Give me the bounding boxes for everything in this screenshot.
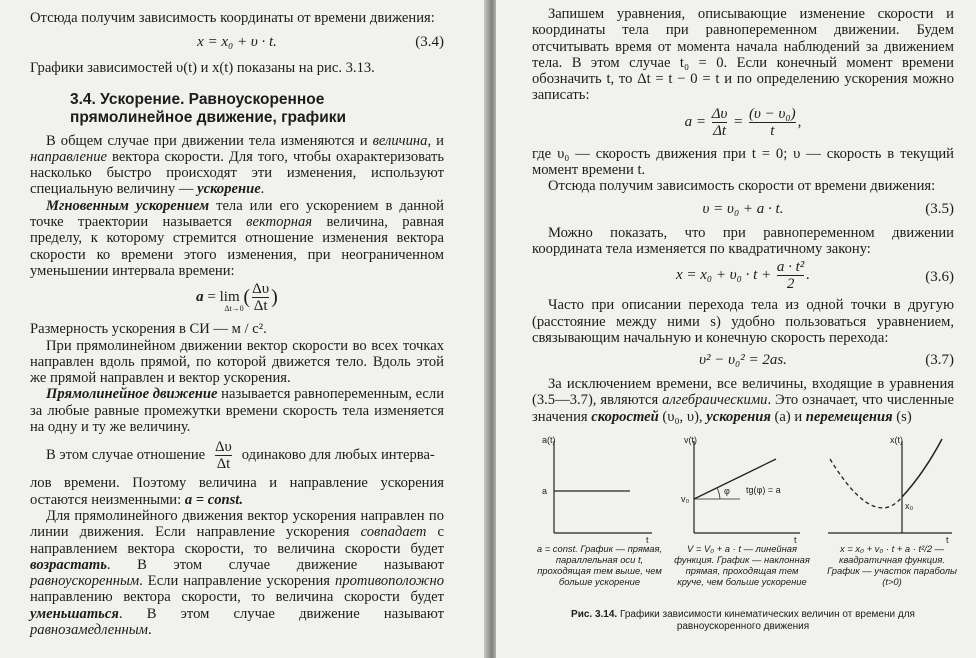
- equation-acceleration: a = $\frac{\Delta\upsilon}{\Delta t}$ = $\frac{\text{(υ − υ₀)}}{t}$ ,: [684, 105, 802, 139]
- graph3-parabola: [902, 439, 942, 497]
- equation-3-7: [532, 346, 954, 376]
- right-paragraph-6: За исключением времени, все величины, входящие в уравнения (3.5—3.7), являются алгебраическими. Это означает, что численные значения скоростей (υ₀, υ), ускорения (a) и перемещения (s): [532, 376, 954, 425]
- section-heading: [70, 91, 444, 127]
- graphs-reference: Графики зависимостей υ(t) и x(t) показаны на рис. 3.13.: [30, 60, 375, 77]
- equation-3-5: [532, 195, 954, 225]
- graph2-caption: V = V₀ + a · t — линейная функция. График — наклонная прямая, проходящая тем круче, чем больше ускорение: [674, 543, 810, 588]
- graph-acceleration: [540, 433, 660, 543]
- units-line: Размерность ускорения в СИ — м / с².: [30, 321, 267, 338]
- paragraph-3: При прямолинейном движении вектор скорости во всех точках направлен вдоль прямой, по которой движется тело. Вдоль этой же прямой направлен и вектор ускорения.: [30, 337, 444, 387]
- figure-3-14: [532, 433, 957, 633]
- graph-velocity: [680, 433, 805, 543]
- graph3-ylabel: x(t): [890, 435, 903, 446]
- right-paragraph-2: где υ₀ — скорость движения при t = 0; υ — скорость в текущий момент времени t.: [532, 145, 954, 179]
- equation-3-4: [30, 26, 444, 60]
- paragraph-5: лов времени. Поэтому величина и направление ускорения остаются неизменными: a = const.: [30, 475, 444, 508]
- paragraph-4: Прямолинейное движение называется равнопеременным, если за любые равные промежутки времени скорость тела изменяется на одну и ту же величину.: [30, 386, 445, 436]
- right-paragraph-1: Запишем уравнения, описывающие изменение скорости и координаты тела при равнопеременном движении. Будем отсчитывать время от момента начала наблюдений за движением тела. В этом случае t₀ = 0. Если конечный момент времени обозначить t, то Δt = t − 0 = t и по определению ускорения можно записать:: [532, 6, 954, 104]
- graph2-xlabel: t: [794, 535, 797, 544]
- right-paragraph-5: Часто при описании перехода тела из одной точки в другую (расстояние между ними s) удобно пользоваться уравнением, связывающим начальную и конечную скорость перехода:: [532, 297, 954, 346]
- graph2-v0: v₀: [681, 494, 690, 505]
- paragraph-5-fraction: В этом случае отношение $\frac{\Delta\upsilon}{\Delta t}$ одинаково для любых интерва-: [46, 438, 435, 472]
- graph2-tg: tg(φ) = a: [746, 485, 781, 496]
- left-page: [0, 0, 486, 658]
- figure-caption: Рис. 3.14. Графики зависимости кинематических величин от времени для равноускоренного движения: [571, 609, 915, 633]
- graph2-angle-arc: [717, 488, 720, 499]
- intro-text: Отсюда получим зависимость координаты от времени движения:: [30, 10, 435, 26]
- graph3-xlabel: t: [946, 535, 949, 544]
- paragraph-6: Для прямолинейного движения вектор ускорения направлен по линии движения. Если направление ускорения совпадает с направлением вектора скорости, то величина скорости будет возрастать. В этом случае движение называют равноускоренным. Если направление ускорения противоположно направлению вектора скорости, то величина скорости будет уменьшаться. В этом случае движение называют равнозамедленным.: [30, 507, 444, 639]
- right-paragraph-3: Отсюда получим зависимость скорости от времени движения:: [548, 178, 936, 195]
- graph1-ylabel: a(t): [542, 435, 556, 446]
- equation-3-6-number: (3.6): [925, 269, 954, 286]
- equation-limit: a = lim ( $\frac{\Delta\upsilon}{\Delta t}$ ) Δt→0: [196, 281, 278, 315]
- paragraph-2: Мгновенным ускорением тела или его ускорением в данной точке траектории называется векторная величина, равная пределу, к которому стремится отношение изменения вектора скорости ко времени этого изменения, при неограниченном уменьшении интервала времени:: [30, 197, 444, 279]
- equation-3-7-number: (3.7): [925, 352, 954, 369]
- right-paragraph-4: Можно показать, что при равнопеременном движении координата тела изменяется по квадратичному закону:: [532, 224, 954, 257]
- equation-3-6: x = x₀ + υ₀ · t + $\frac{\text{a · t²}}{2}$ . (3.6): [675, 259, 954, 293]
- equation-3-4-formula: x = x₀ + υ · t.: [197, 34, 277, 51]
- paragraph-1: В общем случае при движении тела изменяются и величина, и направление вектора скорости. Для того, чтобы охарактеризовать насколько быстро происходят эти изменения, используют специальную величину — ускорение.: [30, 132, 444, 198]
- graph-coordinate: [824, 433, 956, 543]
- graph2-ylabel: v(t): [684, 435, 697, 446]
- heading-line-1: 3.4. Ускорение. Равноускоренное: [70, 90, 325, 108]
- graph3-caption: x = x₀ + v₀ · t + a · t²/2 — квадратичная функция. График — участок параболы (t>0): [827, 543, 957, 588]
- equation-3-4-number: (3.4): [415, 34, 444, 51]
- equation-3-5-formula: υ = υ₀ + a · t.: [702, 200, 784, 217]
- graph1-caption: a = const. График — прямая, параллельная оси t, проходящая тем выше, чем больше ускорение: [536, 543, 663, 588]
- graph1-level: a: [542, 486, 548, 497]
- graph3-x0: x₀: [905, 501, 914, 512]
- right-page: [496, 0, 976, 658]
- graph2-phi: φ: [724, 486, 730, 497]
- equation-3-7-formula: υ² − υ₀² = 2as.: [699, 352, 787, 369]
- graph3-dashed-parabola: [830, 459, 902, 508]
- equation-3-5-number: (3.5): [925, 200, 954, 217]
- graph1-xlabel: t: [646, 535, 649, 544]
- heading-line-2: прямолинейное движение, графики: [70, 108, 347, 126]
